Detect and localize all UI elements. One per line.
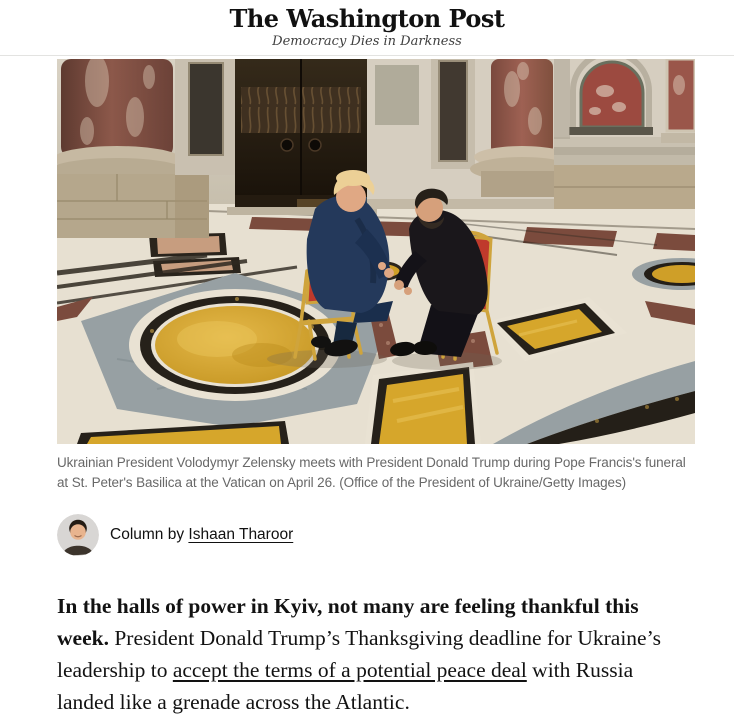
lead-photo [57, 59, 695, 444]
header-divider [0, 55, 734, 56]
article-text-2: with Russia landed like a grenade across the Atlantic. [57, 658, 634, 714]
article-page [57, 59, 695, 716]
masthead [0, 0, 734, 49]
byline-prefix: Column by [110, 526, 189, 543]
photo-caption: Ukrainian President Volodymyr Zelensky meets with President Donald Trump during Pope Francis's funeral at St. Peter's Basilica at the Vatican on April 26. (Office of the President of Ukraine/Getty Images) [57, 455, 686, 490]
masthead-logo[interactable]: The Washington Post [229, 4, 505, 33]
author-avatar-image [57, 514, 99, 556]
byline [57, 514, 695, 556]
article-body [57, 590, 695, 716]
peace-deal-link[interactable]: accept the terms of a potential peace deal [172, 658, 527, 682]
lead-photo-illustration [57, 59, 695, 444]
author-avatar[interactable] [57, 514, 99, 556]
article-text-1: President Donald Trump’s Thanksgiving deadline for Ukraine’s leadership to [57, 626, 661, 682]
byline-text [110, 526, 293, 544]
article-lead-bold: In the halls of power in Kyiv, not many are feeling thankful this week. [57, 594, 639, 650]
author-link[interactable]: Ishaan Tharoor [188, 526, 294, 543]
article-paragraph [57, 590, 695, 716]
masthead-tagline: Democracy Dies in Darkness [272, 34, 462, 49]
